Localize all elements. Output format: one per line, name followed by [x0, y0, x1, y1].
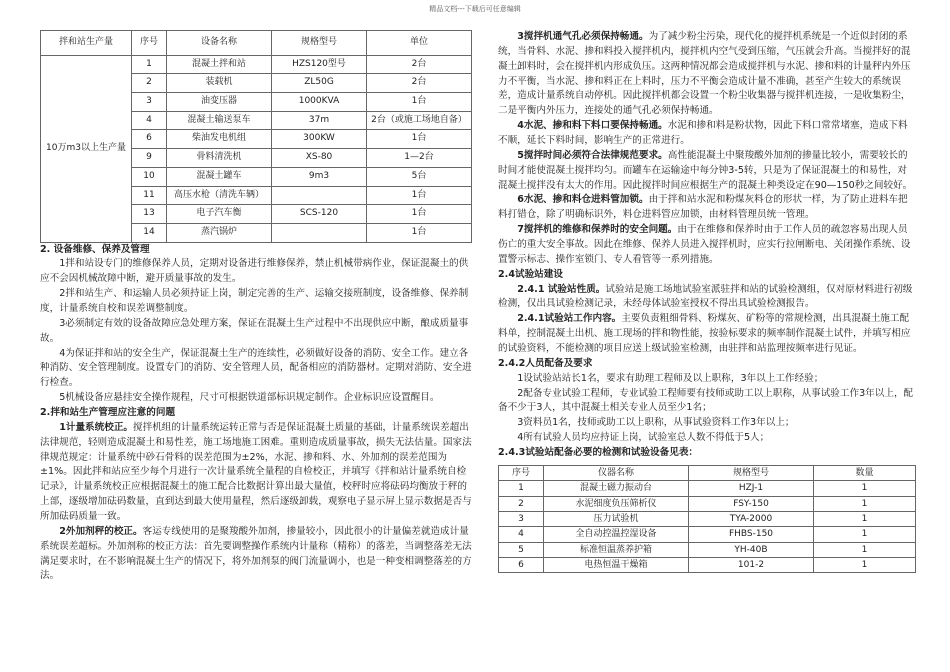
table-cell-spec: ZL50G	[272, 74, 367, 93]
paragraph: 2配备专业试验工程师，专业试验工程师要有技师或助工以上职称，从事试验工作3年以上，配备不少于3人，其中混凝土相关专业人员至少1名；	[498, 387, 914, 414]
table-cell-no: 3	[499, 511, 544, 526]
test-table-body	[499, 481, 916, 573]
table-cell-name: 骨料清洗机	[167, 149, 272, 168]
paragraph	[40, 525, 472, 584]
paragraph-body: 高性能混凝土中聚羧酸外加剂的掺量比较小，需要较长的时间才能使混凝土搅拌均匀。而罐车在运输途中每分钟3-5转，只是为了保证混凝土的和易性，对混凝土搅拌没有太大的作用。因此搅拌时间应根据生产的混凝土种类设定在90—150秒之间较好。	[498, 149, 913, 191]
paragraph	[498, 283, 916, 313]
equipment-table-header-row	[41, 31, 472, 56]
table-row	[499, 511, 916, 526]
table-cell-qty: 1	[814, 511, 916, 526]
table-cell-spec: HZJ-1	[689, 481, 814, 496]
paragraph-lead: 6水泥、掺和料仓进料管加锁。	[517, 194, 649, 206]
section-title: 2.拌和站生产管理应注意的问题	[40, 407, 176, 419]
paragraph: 3必须制定有效的设备故障应急处理方案，保证在混凝土生产过程中不出现供应中断，酿成质量事故。	[40, 317, 469, 344]
header-cell: 拌和站生产量	[41, 31, 132, 56]
table-cell-qty: 1	[814, 496, 916, 511]
table-cell-no: 2	[132, 74, 167, 93]
paragraph-body: 试验站是施工场地试验室派驻拌和站的试验检测组，仅对原材料进行初级检测，仅出具试验检测记录，未经母体试验室授权不得出具试验检测报告。	[498, 283, 913, 310]
table-cell-no: 2	[499, 496, 544, 511]
table-cell-name: 压力试验机	[544, 511, 689, 526]
paragraph-lead: 5搅拌时间必须符合法律规范要求。	[517, 149, 668, 161]
group-label-cell: 10万m3以上生产量	[41, 55, 132, 242]
header-cell: 数量	[814, 465, 916, 480]
table-cell-unit: 1台	[367, 186, 472, 205]
header-note: 精品文档---下载后可任意编辑	[429, 5, 521, 13]
table-cell-spec: 37m	[272, 111, 367, 130]
table-cell-qty: 1	[814, 557, 916, 572]
table-cell-name: 电子汽车衡	[167, 205, 272, 224]
paragraph: 4所有试验人员均应持证上岗，试验室总人数不得低于5人；	[517, 432, 770, 444]
paragraph	[498, 30, 916, 119]
table-cell-no: 4	[499, 527, 544, 542]
table-cell-unit: 1台	[367, 223, 472, 242]
header-cell: 规格型号	[689, 465, 814, 480]
table-cell-name: 标准恒温蒸养护箱	[544, 542, 689, 557]
table-cell-name: 油变压器	[167, 93, 272, 112]
table-cell-spec: 300KW	[272, 130, 367, 149]
section-title: 2. 设备维修、保养及管理	[40, 243, 150, 255]
table-cell-spec: XS-80	[272, 149, 367, 168]
table-cell-spec: FHBS-150	[689, 527, 814, 542]
table-cell-spec: SCS-120	[272, 205, 367, 224]
paragraph: 5机械设备应悬挂安全操作规程，尺寸可根据铁道部标识规定制作。企业标识应设置醒目。	[59, 392, 440, 404]
left-column	[40, 30, 472, 584]
table-cell-unit: 2台（或施工场地自备）	[367, 111, 472, 130]
table-cell-unit: 2台	[367, 74, 472, 93]
table-cell-no: 5	[499, 542, 544, 557]
table-cell-qty: 1	[814, 542, 916, 557]
table-cell-spec	[272, 186, 367, 205]
table-row	[41, 55, 472, 74]
table-cell-qty: 1	[814, 481, 916, 496]
table-cell-spec: 101-2	[689, 557, 814, 572]
paragraph-body: 水泥和掺和料是粉状物，因此下料口常常堵塞，造成下料不顺，延长下料时间，影响生产的正常进行。	[498, 120, 908, 147]
table-cell-spec: 9m3	[272, 167, 367, 186]
table-cell-name: 水泥细度负压筛析仪	[544, 496, 689, 511]
paragraph-body: 由于拌和站水泥和粉煤灰料仓的形状一样，为了防止进料车把料打错仓，除了明确标识外，料仓进料管应加锁，由材料管理员统一管理。	[498, 194, 908, 221]
table-cell-no: 6	[132, 130, 167, 149]
paragraph-lead: 3搅拌机通气孔必须保持畅通。	[517, 31, 649, 42]
test-equipment-table	[498, 465, 916, 573]
paragraph-lead: 2.4.1 试验站性质。	[517, 283, 606, 295]
paragraph	[498, 312, 916, 357]
header-cell: 规格型号	[272, 31, 367, 56]
header-cell: 仪器名称	[544, 465, 689, 480]
section-title: 2.4试验站建设	[498, 268, 563, 280]
paragraph	[498, 149, 916, 194]
right-column	[498, 30, 916, 573]
table-cell-name: 混凝土拌和站	[167, 55, 272, 74]
paragraph-lead: 1计量系统校正。	[59, 421, 134, 433]
table-cell-spec	[272, 223, 367, 242]
paragraph-lead: 7搅拌机的维修和保养时的安全问题。	[517, 224, 678, 236]
paragraph: 1设试验站站长1名，要求有助理工程师及以上职称，3年以上工作经验；	[517, 372, 824, 384]
equipment-table	[40, 30, 472, 243]
paragraph	[498, 223, 916, 268]
table-cell-unit: 1台	[367, 130, 472, 149]
table-cell-name: 柴油发电机组	[167, 130, 272, 149]
table-cell-no: 11	[132, 186, 167, 205]
table-row	[499, 542, 916, 557]
table-cell-name: 蒸汽锅炉	[167, 223, 272, 242]
header-cell: 设备名称	[167, 31, 272, 56]
table-cell-no: 13	[132, 205, 167, 224]
paragraph: 4为保证拌和站的安全生产，保证混凝土生产的连续性，必须做好设备的消防、安全工作。建立各种消防、安全管理制度。设置专门的消防、安全管理人员，配备相应的消防器材。定期对消防、安全进行检查。	[40, 347, 472, 389]
table-cell-unit: 1台	[367, 205, 472, 224]
table-row	[499, 496, 916, 511]
table-cell-spec: TYA-2000	[689, 511, 814, 526]
table-cell-unit: 2台	[367, 55, 472, 74]
equipment-table-body	[41, 55, 472, 242]
table-cell-unit: 1台	[367, 93, 472, 112]
paragraph-lead: 2.4.1试验站工作内容。	[517, 313, 622, 325]
paragraph-body: 为了减少粉尘污染，现代化的搅拌机系统是一个近似封闭的系统，当骨料、水泥、掺和料投入搅拌机内，搅拌机内空气受到压缩，气压就会升高。当搅拌好的混凝土卸料时，会在搅拌机内形成负压。这两种情况都会造成搅拌机与水泥、掺和料的计量秤内外压力不平衡，当水泥、掺和料正在上料时，压力不平衡会造成计量不准确，甚至产生较大的系统误差，造成计量系统自动停机。因此搅拌机都会设置一个粉尘收集器与搅拌机连接，一是收集粉尘，二是平衡内外压力，连接处的通气孔必须保持畅通。	[498, 31, 911, 117]
test-table-header-row	[499, 465, 916, 480]
table-cell-no: 1	[499, 481, 544, 496]
table-cell-unit: 5台	[367, 167, 472, 186]
table-cell-qty: 1	[814, 527, 916, 542]
paragraph	[498, 119, 916, 149]
paragraph-body: 客运专线使用的是聚羧酸外加剂，掺量较小，因此很小的计量偏差就造成计量系统误差超标。外加剂称的校正方法：首先要调整操作系统内计量称（精称）的落差，当调整落差无法满足要求时，在不影响混凝土生产的情况下，将外加剂泵的阀门流量调小，也是一种变相调整落差的方法。	[40, 525, 472, 582]
table-cell-name: 装载机	[167, 74, 272, 93]
paragraph: 1拌和站设专门的维修保养人员，定期对设备进行维修保养，禁止机械带病作业，保证混凝土的供应不会因机械故障中断，避开质量事故的发生。	[40, 258, 469, 285]
table-cell-no: 3	[132, 93, 167, 112]
paragraph	[498, 193, 916, 223]
table-row	[499, 527, 916, 542]
table-cell-spec: FSY-150	[689, 496, 814, 511]
table-cell-spec: HZS120型号	[272, 55, 367, 74]
table-cell-no: 9	[132, 149, 167, 168]
table-cell-name: 高压水枪（清洗车辆）	[167, 186, 272, 205]
table-cell-no: 14	[132, 223, 167, 242]
paragraph-lead: 2外加剂秤的校正。	[59, 525, 143, 537]
table-cell-unit: 1—2台	[367, 149, 472, 168]
paragraph-body: 主要负责粗细骨料、粉煤灰、矿粉等的常规检测，出具混凝土施工配料单，控制混凝土出机、施工现场的拌和物性能，按验标要求的频率制作混凝土试件，并填写相应的试验资料，不能检测的项目应送上级试验室检测，由驻拌和站监理按频率进行见证。	[498, 313, 911, 355]
section-title: 2.4.3试验站配备必要的检测和试验设备见表：	[498, 447, 699, 459]
table-cell-name: 混凝土输送泵车	[167, 111, 272, 130]
table-cell-no: 4	[132, 111, 167, 130]
paragraph-body: 搅拌机组的计量系统运转正常与否是保证混凝土质量的基础，计量系统误差超出法律规范，轻则造成混凝土和易性差，施工场地施工困难。重则造成质量事故，损失无法估量。国家法律规范规定：计量系统中砂石骨料的误差范围为±2%，水泥、掺和料、水、外加剂的误差范围为±1%。因此拌和站应至少每个月进行一次计量系统全量程的自检校正，并填写《拌和站计量系统自检记录》，计量系统校正应根据混凝土的施工配合比数据计算出最大量值，校秤时应将砝码均衡放于秤的上部，逐级增加砝码数量，直到达到最大使用量程，然后逐级卸载，观察电子显示屏上显示数据是否与所加砝码质量一致。	[40, 421, 472, 523]
table-cell-no: 10	[132, 167, 167, 186]
header-cell: 序号	[499, 465, 544, 480]
paragraph-lead: 4水泥、掺和料下料口要保持畅通。	[517, 120, 668, 132]
paragraph: 2拌和站生产、和运输人员必须持证上岗，制定完善的生产、运输交接班制度，设备维修、保养制度，计量系统自校和误差调整制度。	[40, 288, 469, 314]
table-cell-name: 全自动控温控湿设备	[544, 527, 689, 542]
table-cell-no: 1	[132, 55, 167, 74]
header-cell: 序号	[132, 31, 167, 56]
section-title: 2.4.2人员配备及要求	[498, 357, 593, 369]
table-cell-no: 6	[499, 557, 544, 572]
paragraph-body: 由于在维修和保养时由于工作人员的疏忽容易出现人员伤亡的重大安全事故。因此在维修、保养人员进入搅拌机时，应实行拉闸断电、关闭操作系统、设置警示标志、操作室锁门、专人看管等一系列措施。	[498, 224, 911, 265]
table-cell-name: 电热恒温干燥箱	[544, 557, 689, 572]
table-cell-name: 混凝土磁力振动台	[544, 481, 689, 496]
table-row	[499, 481, 916, 496]
table-row	[499, 557, 916, 572]
table-cell-spec: YH-40B	[689, 542, 814, 557]
table-cell-spec: 1000KVA	[272, 93, 367, 112]
table-cell-name: 混凝土罐车	[167, 167, 272, 186]
paragraph: 3资料员1名，技师或助工以上职称，从事试验资料工作3年以上；	[517, 417, 795, 429]
header-cell: 单位	[367, 31, 472, 56]
paragraph	[40, 421, 472, 525]
